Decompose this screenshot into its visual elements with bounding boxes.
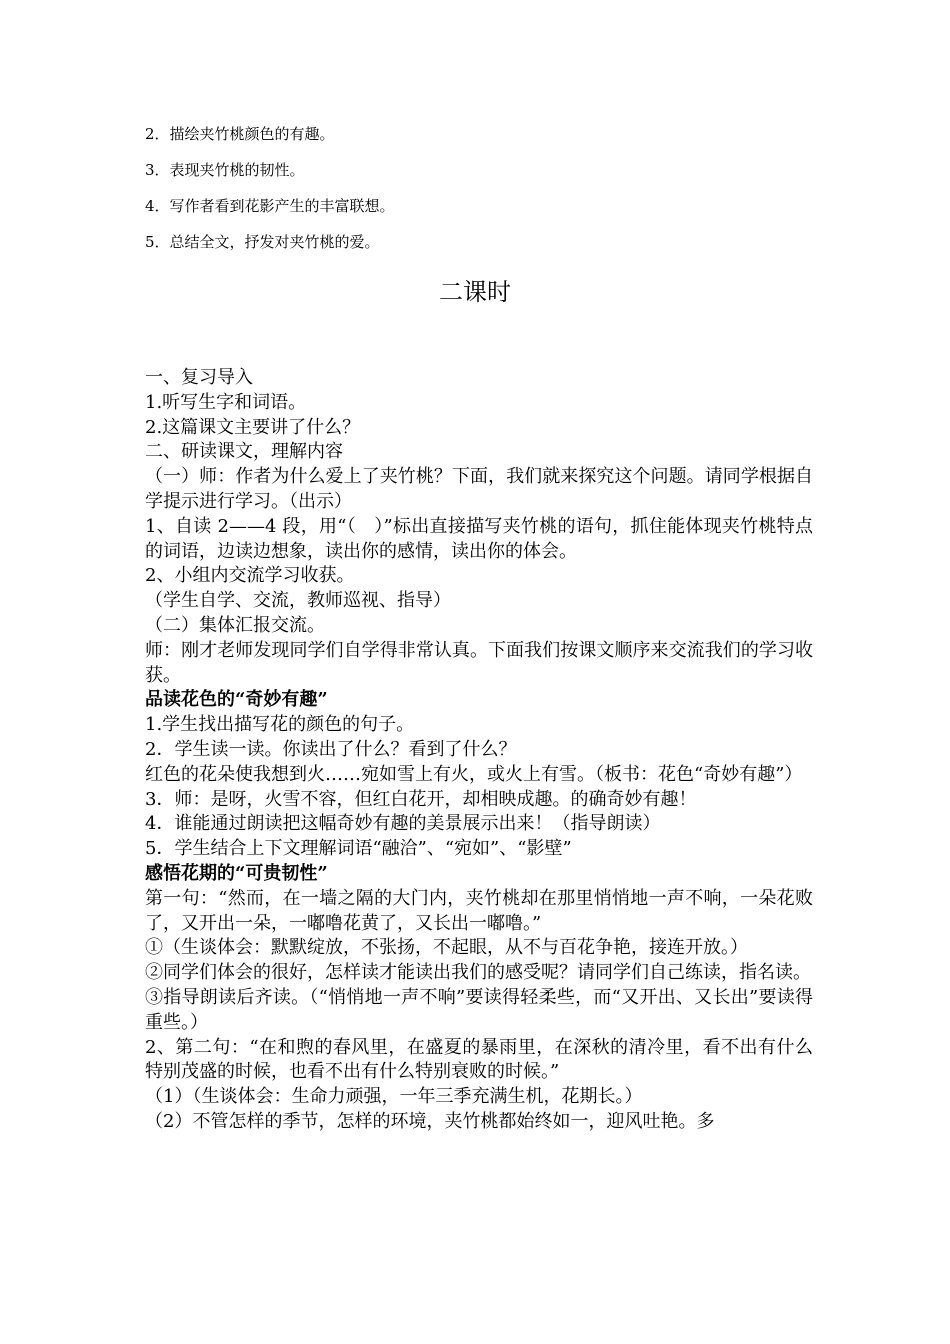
body-paragraph: 2.这篇课文主要讲了什么？ (145, 416, 361, 438)
outline-item: 3．表现夹竹桃的韧性。 (145, 161, 305, 179)
section-subheading: 品读花色的“奇妙有趣” (145, 689, 328, 711)
body-paragraph: 一、复习导入 (145, 367, 253, 388)
body-paragraph: 5．学生结合上下文理解词语“融洽”、“宛如”、“影壁” (145, 838, 572, 860)
body-paragraph: ③指导朗读后齐读。（“悄悄地一声不响”要读得轻柔些，而“又开出、又长出”要读得重些。） (145, 986, 813, 1033)
section-outline (145, 124, 825, 268)
body-paragraph: （2）不管怎样的季节，怎样的环境，夹竹桃都始终如一，迎风吐艳。多 (145, 1110, 715, 1132)
outline-item: 4．写作者看到花影产生的丰富联想。 (145, 197, 395, 215)
section-subheading: 感悟花期的“可贵韧性” (145, 862, 328, 884)
body-paragraph: 2．学生读一读。你读出了什么？看到了什么？ (145, 738, 517, 760)
body-paragraph: 4．谁能通过朗读把这幅奇妙有趣的美景展示出来！（指导朗读） (145, 813, 661, 835)
outline-item: 2．描绘夹竹桃颜色的有趣。 (145, 125, 335, 143)
body-paragraph: ①（生谈体会：默默绽放，不张扬，不起眼，从不与百花争艳，接连开放。） (145, 937, 748, 959)
body-paragraph: （1）（生谈体会：生命力顽强，一年三季充满生机，花期长。） (145, 1086, 643, 1108)
body-paragraph: （二）集体汇报交流。 (145, 614, 325, 636)
body-paragraph: 2、小组内交流学习收获。 (145, 565, 355, 587)
body-paragraph: 2、第二句：“在和煦的春风里，在盛夏的暴雨里，在深秋的清冷里，看不出有什么特别茂盛的时候，也看不出有什么特别衰败的时候。” (145, 1036, 813, 1083)
body-paragraph: 1、自读 2——4 段，用“（ ）”标出直接描写夹竹桃的语句，抓住能体现夹竹桃特点的词语，边读边想象，读出你的感情，读出你的体会。 (145, 515, 813, 562)
body-paragraph: 1.听写生字和词语。 (145, 391, 307, 413)
body-paragraph: 师：刚才老师发现同学们自学得非常认真。下面我们按课文顺序来交流我们的学习收获。 (145, 639, 813, 686)
body-paragraph: ②同学们体会的很好，怎样读才能读出我们的感受呢？请同学们自己练读，指名读。 (145, 962, 811, 984)
body-paragraph: （学生自学、交流，教师巡视、指导） (145, 590, 451, 612)
body-paragraph: （一）师：作者为什么爱上了夹竹桃？下面，我们就来探究这个问题。请同学根据自学提示进行学习。（出示） (145, 466, 813, 512)
lesson-body (145, 366, 813, 1135)
body-paragraph: 红色的花朵使我想到火……宛如雪上有火，或火上有雪。（板书：花色“奇妙有趣”） (145, 763, 803, 785)
body-paragraph: 3．师：是呀，火雪不容，但红白花开，却相映成趣。的确奇妙有趣！ (145, 788, 697, 810)
body-paragraph: 第一句：“然而，在一墙之隔的大门内，夹竹桃却在那里悄悄地一声不响，一朵花败了，又开出一朵，一嘟噜花黄了，又长出一嘟噜。” (145, 887, 813, 934)
body-paragraph: 二、研读课文，理解内容 (145, 441, 343, 463)
outline-item: 5．总结全文，抒发对夹竹桃的爱。 (145, 233, 380, 251)
body-paragraph: 1.学生找出描写花的颜色的句子。 (145, 714, 415, 736)
lesson-heading: 二课时 (439, 278, 511, 306)
